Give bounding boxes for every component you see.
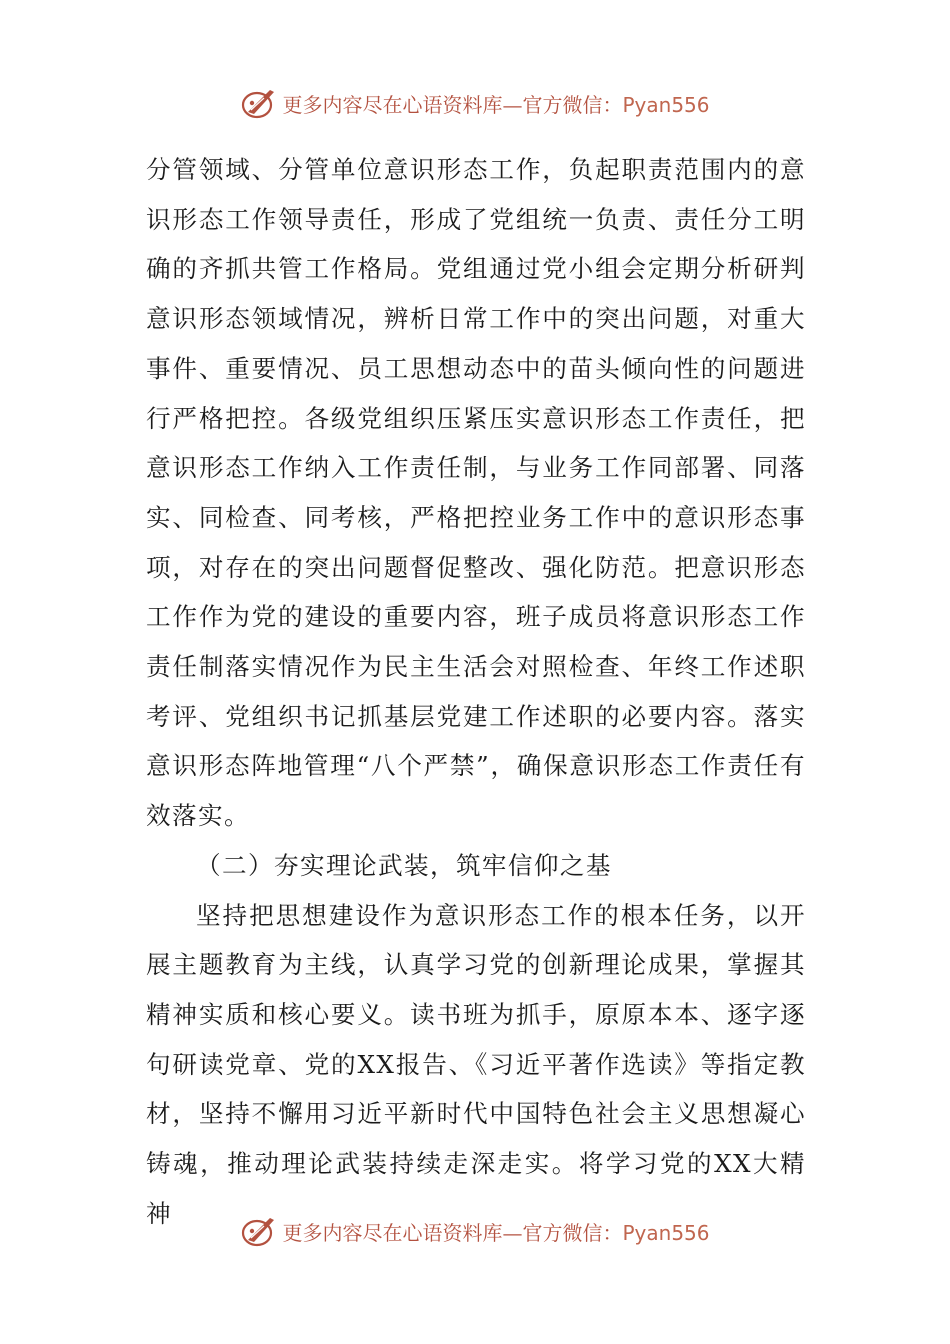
watermark-text: 更多内容尽在心语资料库—官方微信： xyxy=(282,92,623,117)
body-paragraph: 分管领域、分管单位意识形态工作，负起职责范围内的意识形态工作领导责任，形成了党组统一负责、责任分工明确的齐抓共管工作格局。党组通过党小组会定期分析研判意识形态领域情况，辨析日常工作中的突出问题，对重大事件、重要情况、员工思想动态中的苗头倾向性的问题进行严格把控。各级党组织压紧压实意识形态工作责任，把意识形态工作纳入工作责任制，与业务工作同部署、同落实、同检查、同考核，严格把控业务工作中的意识形态事项，对存在的突出问题督促整改、强化防范。把意识形态工作作为党的建设的重要内容，班子成员将意识形态工作责任制落实情况作为民主生活会对照检查、年终工作述职考评、党组织书记抓基层党建工作述职的必要内容。落实意识形态阵地管理“八个严禁”，确保意识形态工作责任有效落实。 xyxy=(146,155,806,831)
wechat-id: Pyan556 xyxy=(622,1220,710,1245)
document-body xyxy=(146,145,806,1238)
quill-logo-icon xyxy=(240,1214,280,1248)
watermark-text: 更多内容尽在心语资料库—官方微信： xyxy=(282,1220,623,1245)
wechat-id: Pyan556 xyxy=(622,92,710,117)
header-watermark xyxy=(0,83,950,123)
body-paragraph: 坚持把思想建设作为意识形态工作的根本任务，以开展主题教育为主线，认真学习党的创新理论成果，掌握其精神实质和核心要义。读书班为抓手，原原本本、逐字逐句研读党章、党的XX报告、《习近平著作选读》等指定教材，坚持不懈用习近平新时代中国特色社会主义思想凝心铸魂，推动理论武装持续走深走实。将学习党的XX大精神 xyxy=(146,900,806,1228)
footer-watermark xyxy=(0,1211,950,1251)
quill-logo-icon xyxy=(240,86,280,120)
section-heading: （二）夯实理论武装，筑牢信仰之基 xyxy=(196,850,612,880)
